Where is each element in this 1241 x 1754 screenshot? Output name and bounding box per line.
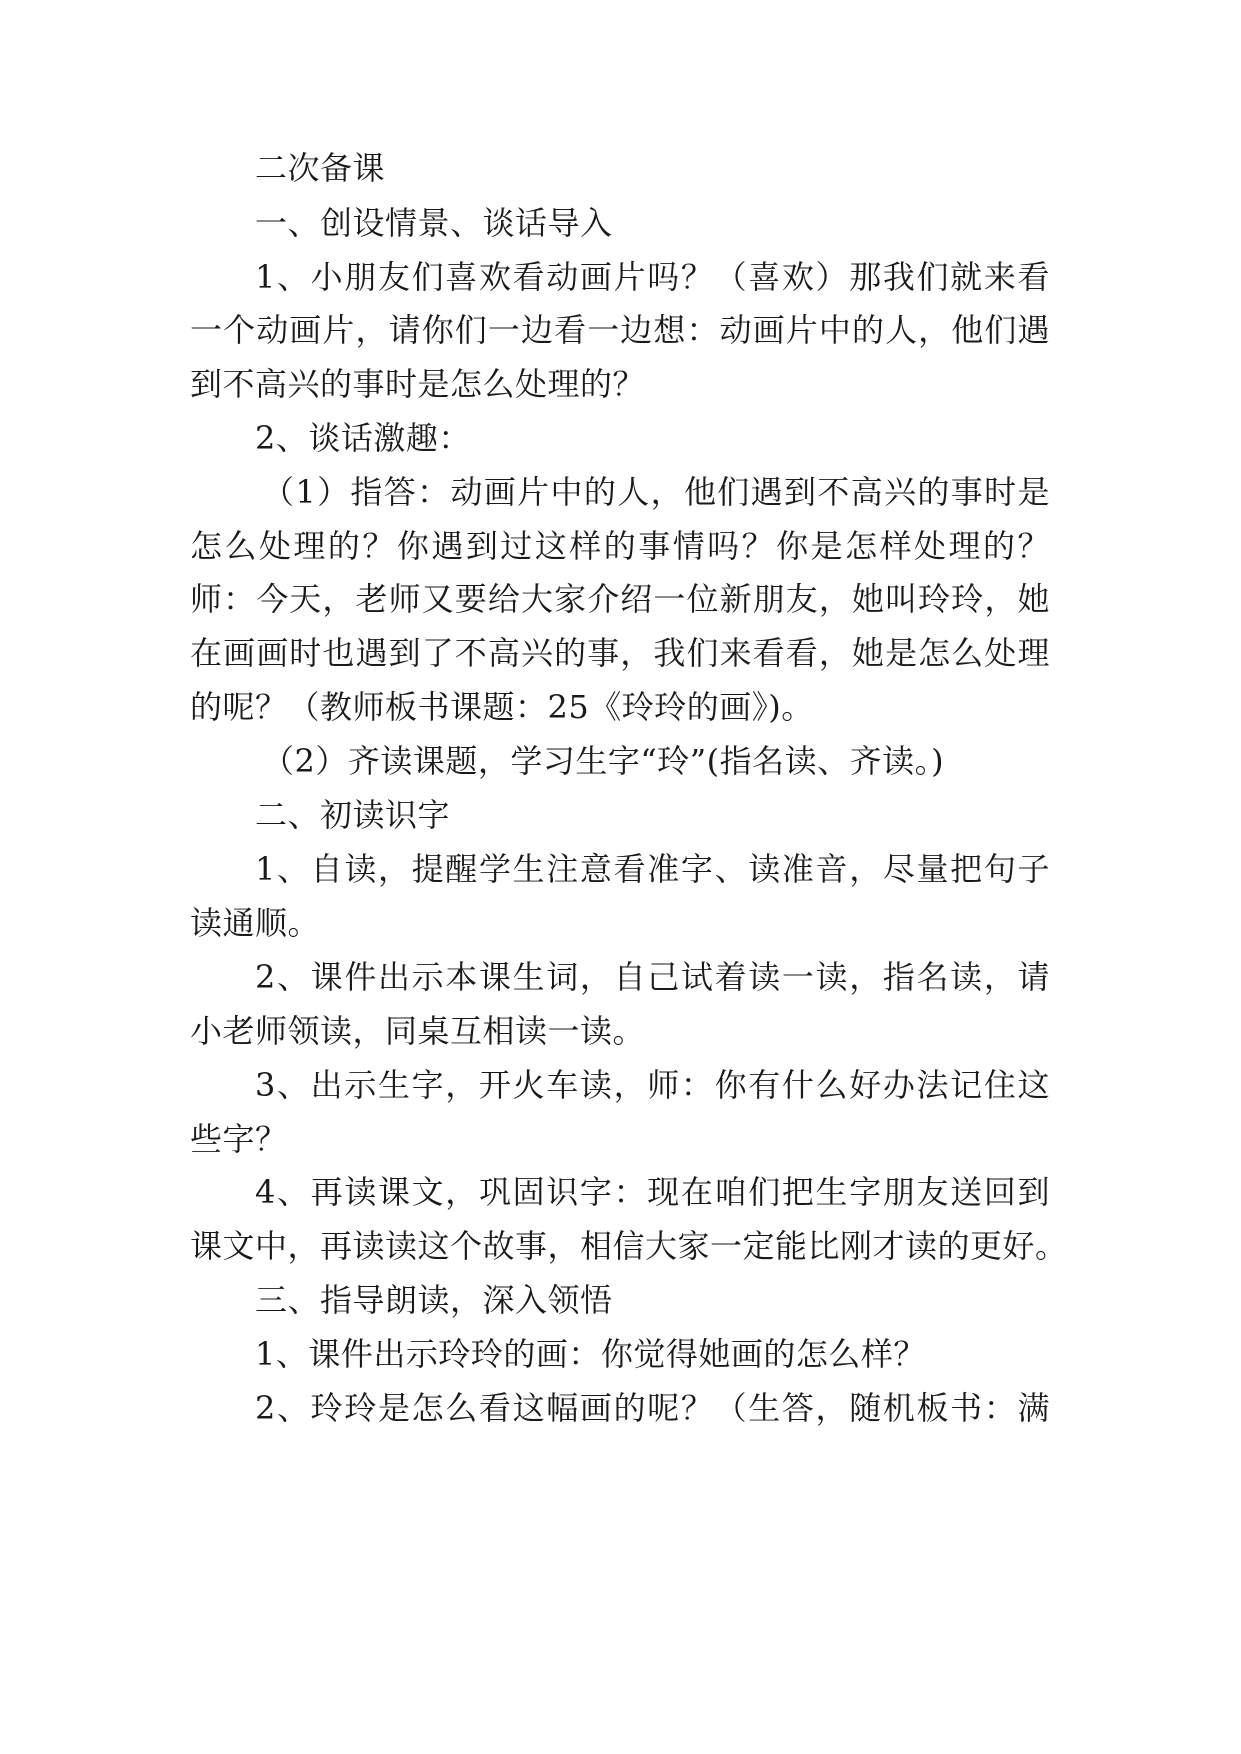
- paragraph-line: 怎么处理的？你遇到过这样的事情吗？你是怎样处理的？: [190, 527, 1050, 565]
- section-heading-1: 一、创设情景、谈话导入: [255, 204, 613, 242]
- paragraph-line: 读通顺。: [190, 904, 321, 942]
- paragraph-line: 4、再读课文，巩固识字：现在咱们把生字朋友送回到: [255, 1173, 1050, 1211]
- paragraph-line: 在画画时也遇到了不高兴的事，我们来看看，她是怎么处理: [190, 634, 1050, 672]
- paragraph-line: 1、自读，提醒学生注意看准字、读准音，尽量把句子: [255, 850, 1050, 888]
- paragraph-line: （2）齐读课题，学习生字“玲”(指名读、齐读。): [262, 742, 945, 780]
- paragraph-line: 2、玲玲是怎么看这幅画的呢？（生答，随机板书：满: [255, 1389, 1050, 1427]
- paragraph-line: （1）指答：动画片中的人，他们遇到不高兴的事时是: [262, 473, 1050, 511]
- heading-second-prep: 二次备课: [255, 149, 386, 187]
- paragraph-line: 的呢？（教师板书课题：25《玲玲的画》)。: [190, 688, 814, 726]
- paragraph-line: 些字？: [190, 1120, 288, 1158]
- paragraph-line: 师：今天，老师又要给大家介绍一位新朋友，她叫玲玲，她: [190, 580, 1050, 618]
- paragraph-line: 2、谈话激趣：: [255, 419, 471, 457]
- paragraph-line: 到不高兴的事时是怎么处理的？: [190, 365, 646, 403]
- paragraph-line: 课文中，再读读这个故事，相信大家一定能比刚才读的更好。: [190, 1227, 1068, 1265]
- section-heading-2: 二、初读识字: [255, 796, 451, 834]
- paragraph-line: 2、课件出示本课生词，自己试着读一读，指名读，请: [255, 958, 1050, 996]
- section-heading-3: 三、指导朗读，深入领悟: [255, 1281, 613, 1319]
- paragraph-line: 3、出示生字，开火车读，师：你有什么好办法记住这: [255, 1066, 1050, 1104]
- paragraph-line: 一个动画片，请你们一边看一边想：动画片中的人，他们遇: [190, 311, 1050, 349]
- paragraph-line: 1、课件出示玲玲的画：你觉得她画的怎么样？: [255, 1335, 926, 1373]
- paragraph-line: 1、小朋友们喜欢看动画片吗？（喜欢）那我们就来看: [255, 258, 1050, 296]
- paragraph-line: 小老师领读，同桌互相读一读。: [190, 1012, 646, 1050]
